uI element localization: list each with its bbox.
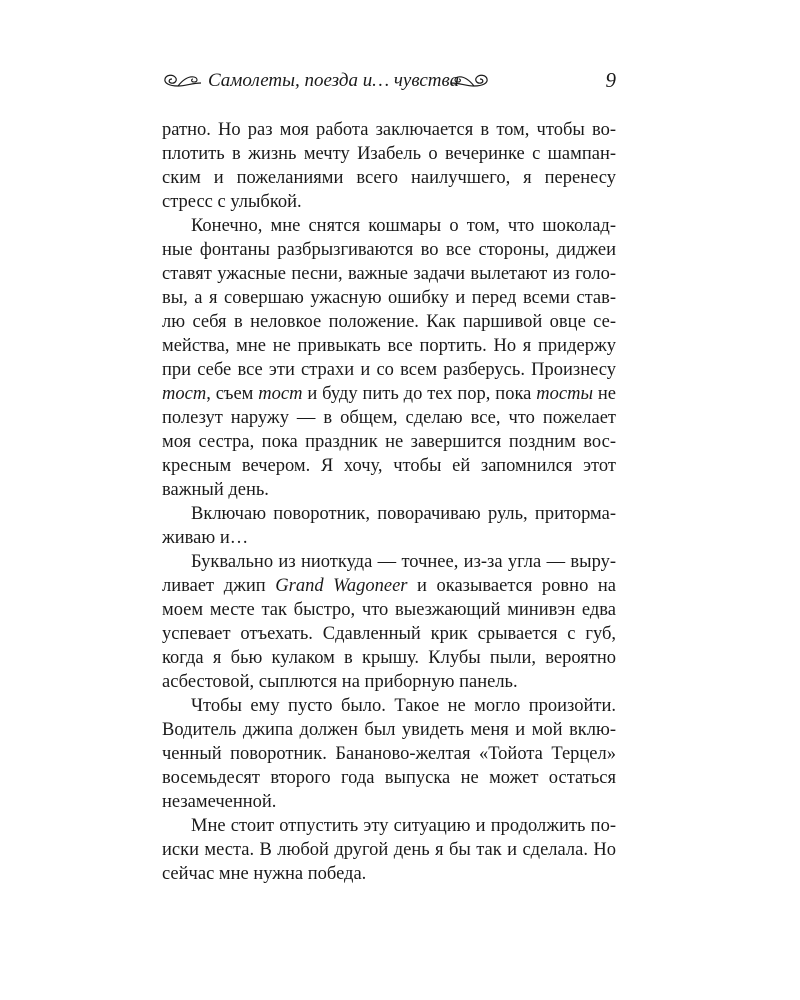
emphasis: Grand Wagoneer	[275, 576, 408, 596]
text-line: незамеченной.	[162, 792, 277, 812]
book-title: Самолеты, поезда и… чувства	[208, 70, 460, 91]
text-line: Буквально из ниоткуда — точнее, из-за угла — выру-	[191, 552, 616, 572]
flourish-ornament-right-icon	[450, 72, 490, 90]
text-line: при себе все эти страхи и со всем разберусь. Произнесу	[162, 360, 616, 380]
body-text	[162, 118, 616, 886]
emphasis: тост	[162, 384, 207, 404]
text-line: сейчас мне нужна победа.	[162, 864, 367, 884]
text-line: Мне стоит отпустить эту ситуацию и продолжить по-	[191, 816, 616, 836]
text-line: важный день.	[162, 480, 269, 500]
text-line: асбестовой, сыплются на приборную панель.	[162, 672, 518, 692]
text-line: моем месте так быстро, что выезжающий минивэн едва	[162, 600, 616, 620]
text-line: иски места. В любой другой день я бы так и сделала. Но	[162, 840, 616, 860]
text-line: ченный поворотник. Бананово-желтая «Тойота Терцел»	[162, 744, 616, 764]
text-line: плотить в жизнь мечту Изабель о вечеринке с шампан-	[162, 144, 616, 164]
emphasis: тост	[258, 384, 303, 404]
text-line: живаю и…	[162, 528, 249, 548]
text-line: ливает джип Grand Wagoneer и оказывается ровно на	[162, 576, 616, 596]
text-line: кресным вечером. Я хочу, чтобы ей запомнился этот	[162, 456, 616, 476]
text-line: вы, а я совершаю ужасную ошибку и перед всеми став-	[162, 288, 616, 308]
text-line: Водитель джипа должен был увидеть меня и мой вклю-	[162, 720, 616, 740]
text-line: Конечно, мне снятся кошмары о том, что шоколад-	[191, 216, 616, 236]
text-line: успевает отъехать. Сдавленный крик срывается с губ,	[162, 624, 616, 644]
text-line: ским и пожеланиями всего наилучшего, я перенесу	[162, 168, 616, 188]
text-line: полезут наружу — в общем, сделаю все, что пожелает	[162, 408, 616, 428]
text-line: моя сестра, пока праздник не завершится поздним вос-	[162, 432, 616, 452]
text-line: Чтобы ему пусто было. Такое не могло произойти.	[191, 696, 616, 716]
text-line: ставят ужасные песни, важные задачи вылетают из голо-	[162, 264, 616, 284]
text-line: тост, съем тост и буду пить до тех пор, пока тосты не	[162, 384, 616, 404]
emphasis: тосты	[536, 384, 593, 404]
text-line: стресс с улыбкой.	[162, 192, 302, 212]
text-line: Включаю поворотник, поворачиваю руль, приторма-	[191, 504, 616, 524]
text-line: восемьдесят второго года выпуска не может остаться	[162, 768, 616, 788]
running-head	[162, 66, 616, 96]
text-line: ратно. Но раз моя работа заключается в том, чтобы во-	[162, 120, 616, 140]
text-line: ные фонтаны разбрызгиваются во все стороны, диджеи	[162, 240, 616, 260]
text-line: лю себя в неловкое положение. Как паршивой овце се-	[162, 312, 616, 332]
page-number: 9	[605, 68, 616, 92]
text-line: мейства, мне не привыкать все портить. Но я придержу	[162, 336, 616, 356]
text-line: когда я бью кулаком в крышу. Клубы пыли, вероятно	[162, 648, 616, 668]
flourish-ornament-left-icon	[162, 72, 202, 90]
